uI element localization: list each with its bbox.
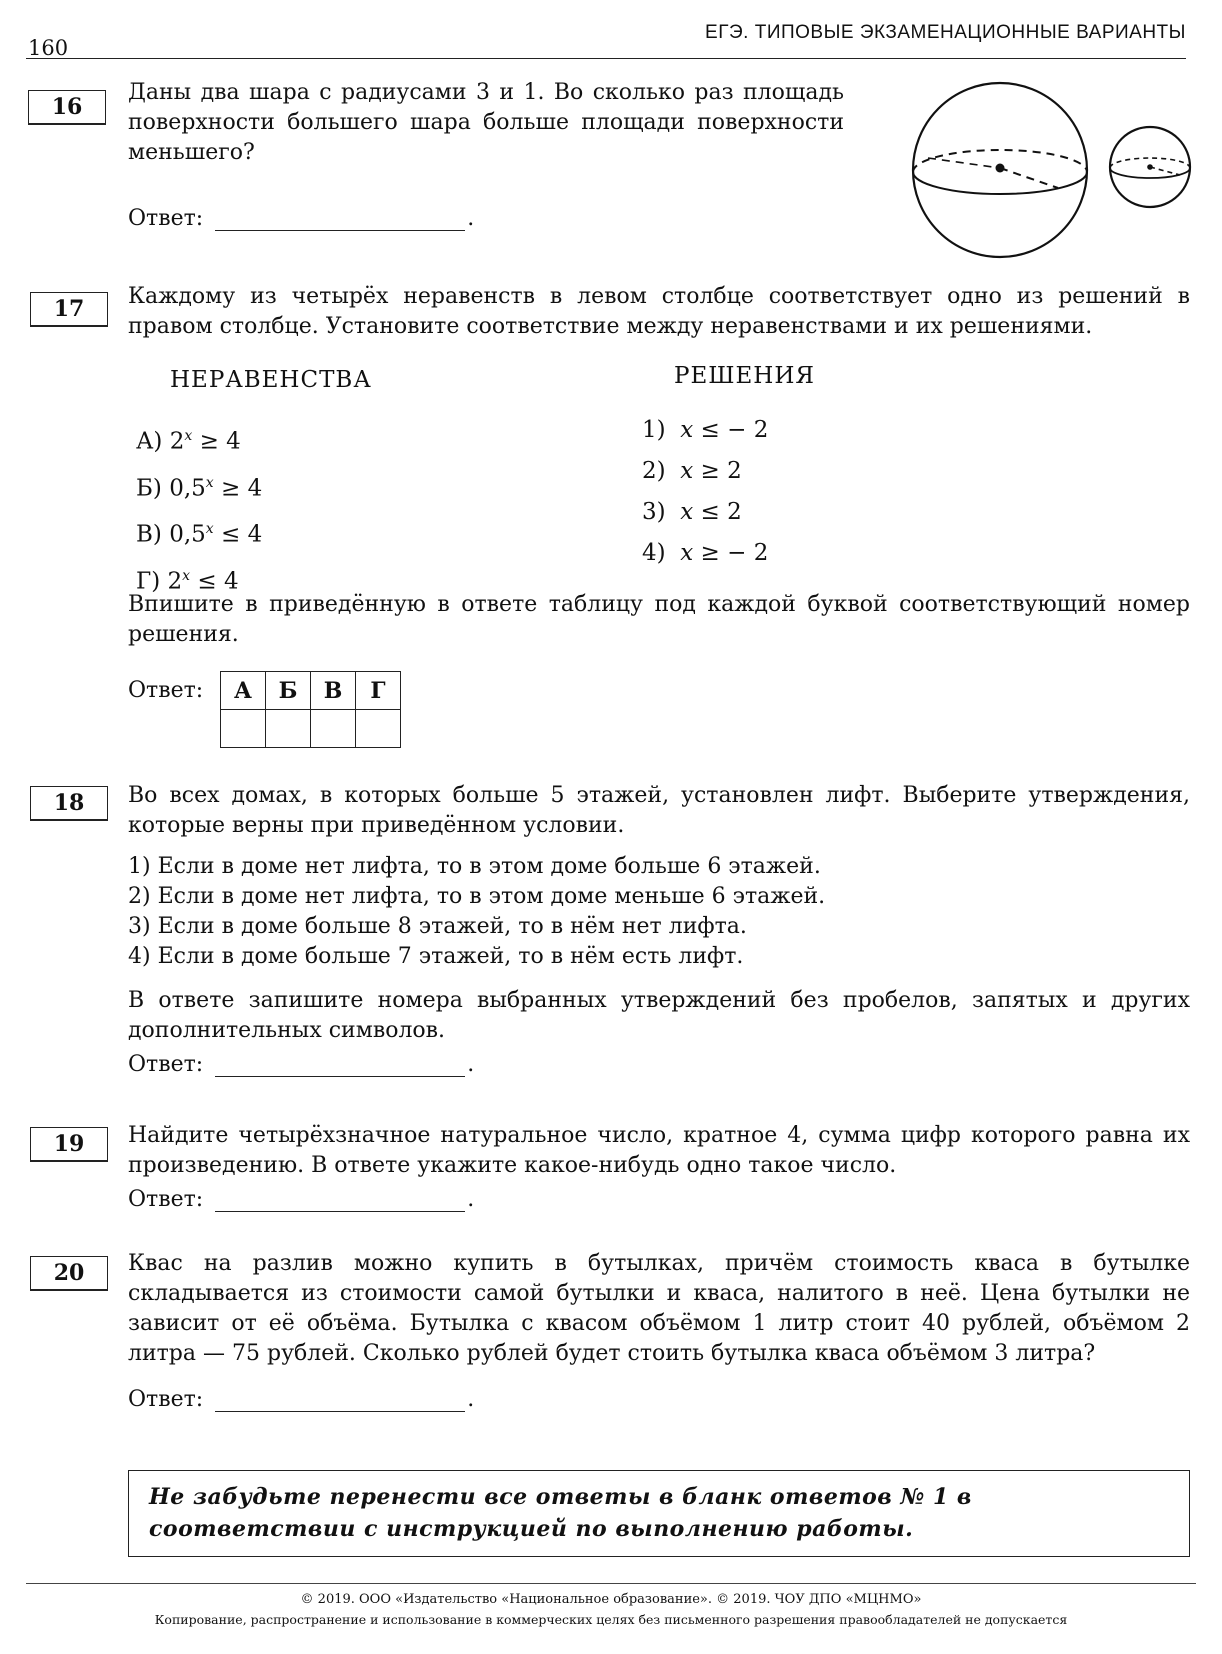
inequality-item: А) 2$^x$ ≥ 4 — [136, 428, 241, 455]
spheres-figure — [908, 80, 1198, 260]
answer-label: Ответ: — [128, 206, 204, 231]
answer-label: Ответ: — [128, 1187, 204, 1212]
statement-item: 4) Если в доме больше 7 этажей, то в нём есть лифт. — [128, 944, 744, 969]
answer-line-16: Ответ: . — [128, 206, 475, 231]
footer-rights: Копирование, распространение и использование в коммерческих целях без письменного разрешения правообладателей не допускается — [154, 1612, 1068, 1627]
answer-line-20: Ответ: . — [128, 1387, 475, 1412]
answer-label: Ответ: — [128, 1052, 204, 1077]
answer-table-17 — [220, 671, 401, 748]
answer-table-header-cell: Г — [356, 672, 401, 710]
question-19-text: Найдите четырёхзначное натуральное число, кратное 4, сумма цифр которого равна их произведению. В ответе укажите какое-нибудь одно такое число. — [128, 1123, 1190, 1178]
answer-field-16[interactable] — [215, 208, 465, 231]
header-rule — [26, 58, 1186, 59]
question-number-20: 20 — [30, 1256, 108, 1291]
answer-field-20[interactable] — [215, 1389, 465, 1412]
inequalities-header: НЕРАВЕНСТВА — [170, 367, 372, 393]
answer-table-header-cell: В — [311, 672, 356, 710]
footer-copyright: © 2019. ООО «Издательство «Национальное образование». © 2019. ЧОУ ДПО «МЦНМО» — [300, 1592, 922, 1607]
answer-label: Ответ: — [128, 678, 204, 703]
page-number: 160 — [28, 36, 69, 60]
question-number-17: 17 — [30, 292, 108, 327]
answer-field-19[interactable] — [215, 1189, 465, 1212]
inequalities-list — [136, 416, 262, 603]
answer-table-header-cell: Б — [266, 672, 311, 710]
solutions-header: РЕШЕНИЯ — [674, 363, 815, 389]
solution-item: 4) x ≥ − 2 — [642, 540, 769, 566]
answer-table-header-cell: А — [221, 672, 266, 710]
statement-item: 3) Если в доме больше 8 этажей, то в нём нет лифта. — [128, 914, 747, 939]
answer-cell-b[interactable] — [266, 710, 311, 748]
question-17-instruction: Впишите в приведённую в ответе таблицу под каждой буквой соответствующий номер решения. — [128, 592, 1190, 647]
answer-cell-a[interactable] — [221, 710, 266, 748]
running-title: ЕГЭ. ТИПОВЫЕ ЭКЗАМЕНАЦИОННЫЕ ВАРИАНТЫ — [705, 22, 1186, 43]
inequality-item: Б) 0,5$^x$ ≥ 4 — [136, 474, 263, 502]
answer-table-header-row — [221, 672, 401, 710]
question-18-text: Во всех домах, в которых больше 5 этажей, установлен лифт. Выберите утверждения, которые верны при приведённом условии. — [128, 783, 1190, 838]
small-sphere — [1110, 127, 1190, 207]
answer-line-18: Ответ: . — [128, 1052, 475, 1077]
answer-table-input-row — [221, 710, 401, 748]
solution-item: 2) x ≥ 2 — [642, 458, 742, 484]
question-20-text: Квас на разлив можно купить в бутылках, причём стоимость кваса в бутылке складывается из стоимости самой бутылки и кваса, налитого в неё. Цена бутылки не зависит от её объёма. Бутылка с квасом объёмом 1 литр стоит 40 рублей, объёмом 2 литра — 75 рублей. Сколько рублей будет стоить бутылка кваса объёмом 3 литра? — [128, 1251, 1190, 1366]
answer-cell-g[interactable] — [356, 710, 401, 748]
question-16-text: Даны два шара с радиусами 3 и 1. Во сколько раз площадь поверхности большего шара больше площади поверхности меньшего? — [128, 80, 844, 165]
footer-rule — [26, 1583, 1196, 1584]
inequality-item: В) 0,5$^x$ ≤ 4 — [136, 521, 263, 548]
large-sphere — [913, 83, 1087, 257]
statements-list — [128, 852, 825, 972]
question-18-instruction: В ответе запишите номера выбранных утверждений без пробелов, запятых и других дополнительных символов. — [128, 988, 1190, 1043]
statement-item: 1) Если в доме нет лифта, то в этом доме больше 6 этажей. — [128, 854, 821, 879]
answer-cell-v[interactable] — [311, 710, 356, 748]
question-17-text: Каждому из четырёх неравенств в левом столбце соответствует одно из решений в правом столбце. Установите соответствие между неравенствами и их решениями. — [128, 284, 1190, 339]
answer-label: Ответ: — [128, 1387, 204, 1412]
question-number-19: 19 — [30, 1127, 108, 1162]
transfer-answers-notice: Не забудьте перенести все ответы в бланк ответов № 1 в соответствии с инструкцией по выполнению работы. — [128, 1470, 1190, 1557]
answer-field-18[interactable] — [215, 1054, 465, 1077]
question-number-16: 16 — [28, 90, 106, 125]
question-number-18: 18 — [30, 786, 108, 821]
answer-line-19: Ответ: . — [128, 1187, 475, 1212]
solution-item: 1) x ≤ − 2 — [642, 417, 769, 443]
solution-item: 3) x ≤ 2 — [642, 499, 742, 525]
inequality-item: Г) 2$^x$ ≤ 4 — [136, 567, 239, 595]
solutions-list — [642, 410, 768, 574]
statement-item: 2) Если в доме нет лифта, то в этом доме меньше 6 этажей. — [128, 884, 826, 909]
